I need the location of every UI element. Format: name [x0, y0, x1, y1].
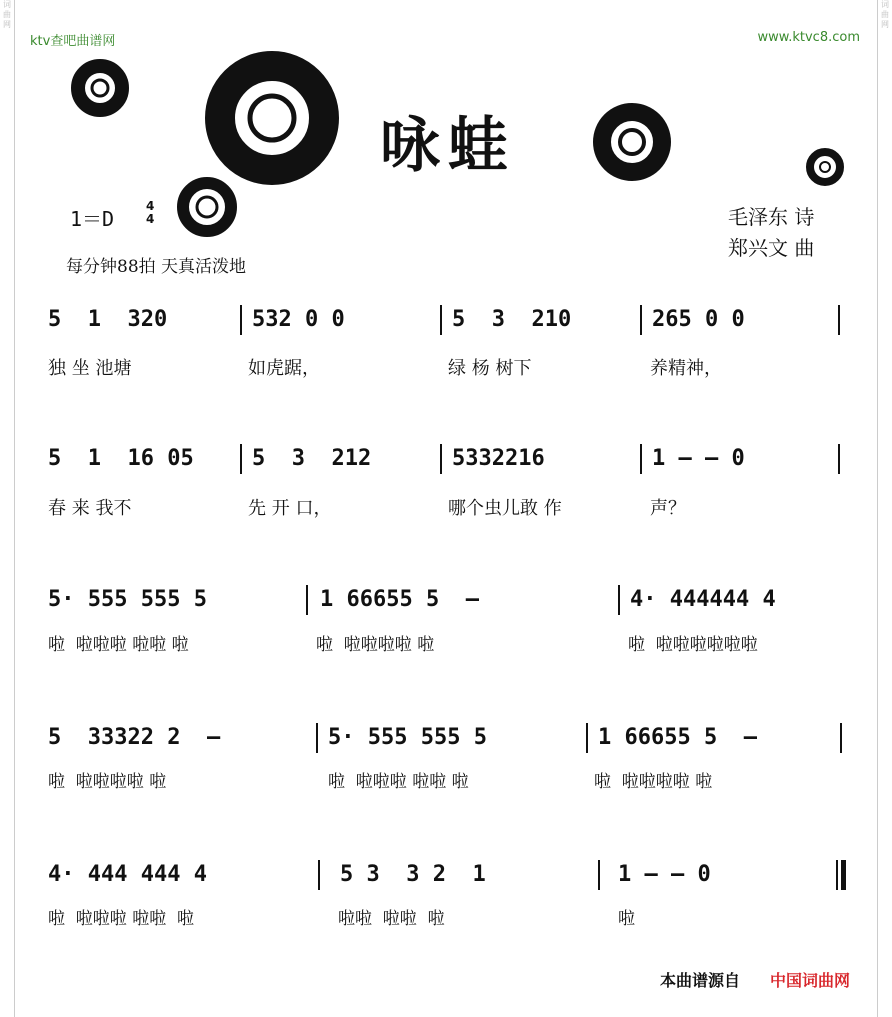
bar-line — [440, 444, 442, 474]
lyric-segment: 啦 啦啦啦 啦啦 啦 — [48, 635, 189, 655]
lyric-segment: 声？ — [650, 498, 686, 519]
ring-icon — [170, 170, 250, 250]
lyric-segment: 独 坐 池塘 — [48, 358, 132, 379]
watermark-right: www.ktvc8.com — [757, 30, 860, 45]
tempo-marking: 每分钟88拍 天真活泼地 — [66, 257, 247, 277]
song-title: 咏蛙 — [380, 111, 516, 181]
bar-line — [316, 723, 318, 753]
measure-notes: 5332216 — [452, 446, 545, 471]
measure-notes: 5 1 320 — [48, 307, 168, 332]
ring-icon — [810, 152, 840, 182]
bar-line — [306, 585, 308, 615]
bar-line — [240, 444, 242, 474]
time-signature: 4 4 — [146, 199, 155, 226]
composer-credit: 郑兴文 曲 — [728, 236, 815, 260]
bar-line — [640, 305, 642, 335]
bar-line — [640, 444, 642, 474]
lyric-segment: 啦 — [618, 909, 635, 929]
lyric-segment: 绿 杨 树下 — [448, 358, 532, 379]
lyric-segment: 啦 啦啦啦啦 啦 — [316, 635, 435, 655]
footer-source: 本曲谱源自 — [660, 971, 741, 990]
measure-notes: 4· 444444 4 — [630, 587, 776, 612]
side-text: 词曲网 — [3, 0, 11, 29]
measure-notes: 1 66655 5 — — [320, 587, 479, 612]
measure-notes: 5 1 16 05 — [48, 446, 194, 471]
measure-notes: 532 0 0 — [252, 307, 345, 332]
measure-notes: 5 3 3 2 1 — [340, 862, 486, 887]
measure-notes: 5 33322 2 — — [48, 725, 221, 750]
ring-icon — [220, 66, 324, 170]
lyric-segment: 啦 啦啦啦 啦啦 啦 — [48, 909, 195, 929]
bar-line — [598, 860, 600, 890]
bar-line — [838, 444, 840, 474]
lyricist-credit: 毛泽东 诗 — [728, 205, 815, 229]
ring-icon — [602, 112, 662, 172]
bar-line — [440, 305, 442, 335]
bar-line — [838, 305, 840, 335]
ring-icon — [78, 66, 122, 110]
final-bar-line-thick — [841, 860, 846, 890]
watermark-left: ktv查吧曲谱网 — [30, 34, 116, 49]
lyric-segment: 春 来 我不 — [48, 498, 132, 519]
measure-notes: 5 3 210 — [452, 307, 572, 332]
lyric-segment: 哪个虫儿敢 作 — [448, 498, 562, 519]
lyric-segment: 啦 啦啦啦 啦啦 啦 — [328, 772, 469, 792]
footer-site-link[interactable]: 中国词曲网 — [770, 971, 851, 990]
bar-line — [618, 585, 620, 615]
final-bar-line — [836, 860, 838, 890]
side-text: 词曲网 — [881, 0, 889, 29]
lyric-segment: 先 开 口， — [248, 498, 332, 519]
key-signature: 1＝D — [70, 207, 115, 231]
measure-notes: 1 — — 0 — [652, 446, 745, 471]
bar-line — [586, 723, 588, 753]
lyric-segment: 养精神， — [650, 358, 722, 379]
measure-notes: 4· 444 444 4 — [48, 862, 207, 887]
lyric-segment: 啦 啦啦啦啦啦啦 — [628, 635, 758, 655]
measure-notes: 5· 555 555 5 — [328, 725, 487, 750]
bar-line — [840, 723, 842, 753]
lyric-segment: 啦 啦啦啦啦 啦 — [48, 772, 167, 792]
measure-notes: 265 0 0 — [652, 307, 745, 332]
measure-notes: 5· 555 555 5 — [48, 587, 207, 612]
measure-notes: 1 66655 5 — — [598, 725, 757, 750]
lyric-segment: 啦 啦啦啦啦 啦 — [594, 772, 713, 792]
measure-notes: 1 — — 0 — [618, 862, 711, 887]
bar-line — [318, 860, 320, 890]
lyric-segment: 啦啦 啦啦 啦 — [338, 909, 445, 929]
bar-line — [240, 305, 242, 335]
measure-notes: 5 3 212 — [252, 446, 372, 471]
lyric-segment: 如虎踞， — [248, 358, 320, 379]
